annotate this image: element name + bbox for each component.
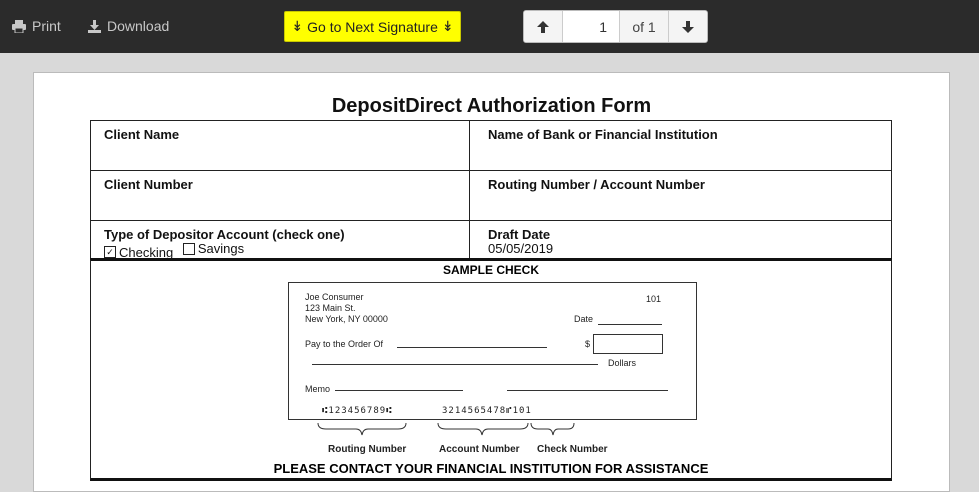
sample-check-title: SAMPLE CHECK	[442, 263, 539, 277]
page-navigator	[523, 10, 708, 43]
next-signature-label: Go to Next Signature	[307, 18, 438, 35]
check-amount-box	[593, 334, 663, 354]
arrow-down-icon	[682, 21, 694, 33]
viewer-toolbar	[0, 0, 979, 53]
sample-check-section	[90, 258, 892, 481]
check-micr-routing: ⑆123456789⑆	[322, 406, 393, 416]
print-label: Print	[32, 18, 61, 34]
arrow-down-left-icon: ↡	[291, 18, 304, 34]
contact-instruction: PLEASE CONTACT YOUR FINANCIAL INSTITUTION FOR ASSISTANCE	[273, 461, 709, 476]
account-number-caption: Account Number	[439, 444, 520, 455]
check-memo-label: Memo	[305, 384, 331, 394]
arrow-down-right-icon: ↡	[441, 18, 454, 34]
next-page-button[interactable]	[669, 11, 707, 42]
savings-option[interactable]	[183, 241, 244, 256]
next-signature-button[interactable]	[284, 11, 461, 42]
check-memo-line	[335, 381, 463, 391]
check-brackets	[316, 421, 686, 441]
routing-account-cell[interactable]	[469, 170, 892, 221]
check-signature-line	[507, 381, 668, 391]
check-address-line1: 123 Main St.	[305, 303, 356, 313]
account-type-cell	[90, 220, 470, 259]
check-address-line2: New York, NY 00000	[305, 314, 388, 324]
download-icon	[88, 20, 101, 33]
check-date-line	[598, 315, 662, 325]
check-dollars-label: Dollars	[608, 358, 637, 368]
check-payer-address	[305, 292, 388, 325]
bank-name-label: Name of Bank or Financial Institution	[488, 127, 718, 142]
draft-date-value[interactable]: 05/05/2019	[488, 241, 554, 256]
document-page	[33, 72, 950, 492]
check-payee-line	[397, 338, 547, 348]
checking-checkbox[interactable]: ✓	[104, 246, 116, 258]
sample-check-image	[288, 282, 697, 420]
bank-name-cell[interactable]	[469, 120, 892, 171]
client-name-cell[interactable]	[90, 120, 470, 171]
routing-number-caption: Routing Number	[328, 444, 407, 455]
download-button[interactable]	[88, 18, 169, 34]
page-number-input[interactable]	[562, 11, 620, 42]
account-type-label: Type of Depositor Account (check one)	[104, 227, 345, 242]
client-name-label: Client Name	[104, 127, 180, 142]
account-type-options	[104, 241, 250, 260]
savings-checkbox[interactable]	[183, 243, 195, 255]
checking-label: Checking	[119, 244, 174, 260]
check-micr-account: 3214565478⑈101	[442, 406, 532, 416]
arrow-up-icon	[537, 21, 549, 33]
check-number-caption: Check Number	[537, 444, 608, 455]
check-dollar-sign: $	[585, 339, 591, 349]
savings-label: Savings	[197, 241, 245, 256]
page-count: of 1	[620, 11, 669, 42]
routing-account-label: Routing Number / Account Number	[488, 177, 705, 192]
draft-date-cell	[469, 220, 892, 259]
download-label: Download	[107, 18, 170, 34]
form-title: DepositDirect Authorization Form	[331, 95, 652, 117]
check-payer-name: Joe Consumer	[305, 292, 364, 302]
previous-page-button[interactable]	[524, 11, 562, 42]
client-number-cell[interactable]	[90, 170, 470, 221]
check-written-amount-line	[312, 355, 598, 365]
printer-icon	[12, 20, 26, 33]
check-date-label: Date	[574, 314, 594, 324]
check-number: 101	[646, 294, 662, 304]
print-button[interactable]	[12, 18, 61, 34]
check-pay-label: Pay to the Order Of	[305, 339, 384, 349]
draft-date-label: Draft Date	[488, 227, 551, 242]
client-number-label: Client Number	[104, 177, 193, 192]
